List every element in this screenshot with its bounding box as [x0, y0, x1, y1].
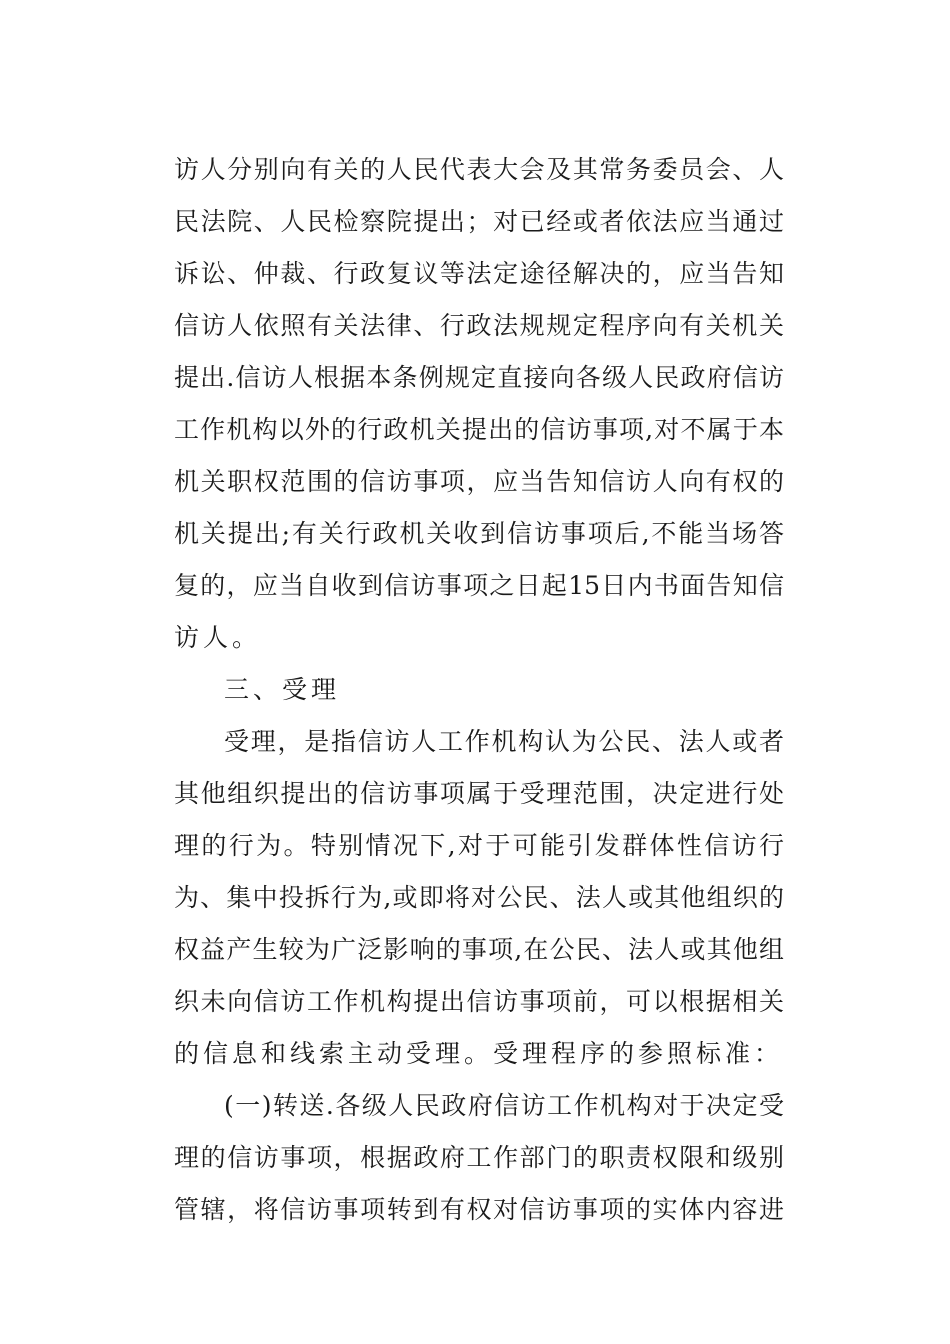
- body-text-line: 提出.信访人根据本条例规定直接向各级人民政府信访: [174, 363, 784, 392]
- body-text-line: 为、集中投拆行为,或即将对公民、法人或其他组织的: [174, 883, 784, 912]
- body-text-line: 机关提出;有关行政机关收到信访事项后,不能当场答: [174, 519, 784, 548]
- body-text-line: 民法院、人民检察院提出；对已经或者依法应当通过: [174, 207, 784, 236]
- paragraph-first-line: 受理，是指信访人工作机构认为公民、法人或者: [224, 727, 784, 756]
- paragraph-first-line: (一)转送.各级人民政府信访工作机构对于决定受: [224, 1091, 784, 1120]
- body-text-line: 访人分别向有关的人民代表大会及其常务委员会、人: [174, 155, 784, 184]
- body-text-line: 信访人依照有关法律、行政法规规定程序向有关机关: [174, 311, 784, 340]
- body-text-line: 织未向信访工作机构提出信访事项前，可以根据相关: [174, 987, 784, 1016]
- body-text-line: 管辖，将信访事项转到有权对信访事项的实体内容进: [174, 1195, 784, 1224]
- body-text-line: 的信息和线索主动受理。受理程序的参照标准：: [174, 1039, 784, 1068]
- body-text-line: 理的信访事项，根据政府工作部门的职责权限和级别: [174, 1143, 784, 1172]
- body-text-line: 工作机构以外的行政机关提出的信访事项,对不属于本: [174, 415, 784, 444]
- body-text-line: 诉讼、仲裁、行政复议等法定途径解决的，应当告知: [174, 259, 784, 288]
- body-text-line: 访人。: [174, 623, 262, 652]
- section-heading: 三、受理: [224, 675, 341, 704]
- body-text-line: 其他组织提出的信访事项属于受理范围，决定进行处: [174, 779, 784, 808]
- body-text-line: 理的行为。特别情况下,对于可能引发群体性信访行: [174, 831, 784, 860]
- body-text-line: 机关职权范围的信访事项，应当告知信访人向有权的: [174, 467, 784, 496]
- body-text-line: 复的，应当自收到信访事项之日起15日内书面告知信: [174, 571, 784, 600]
- body-text-line: 权益产生较为广泛影响的事项,在公民、法人或其他组: [174, 935, 784, 964]
